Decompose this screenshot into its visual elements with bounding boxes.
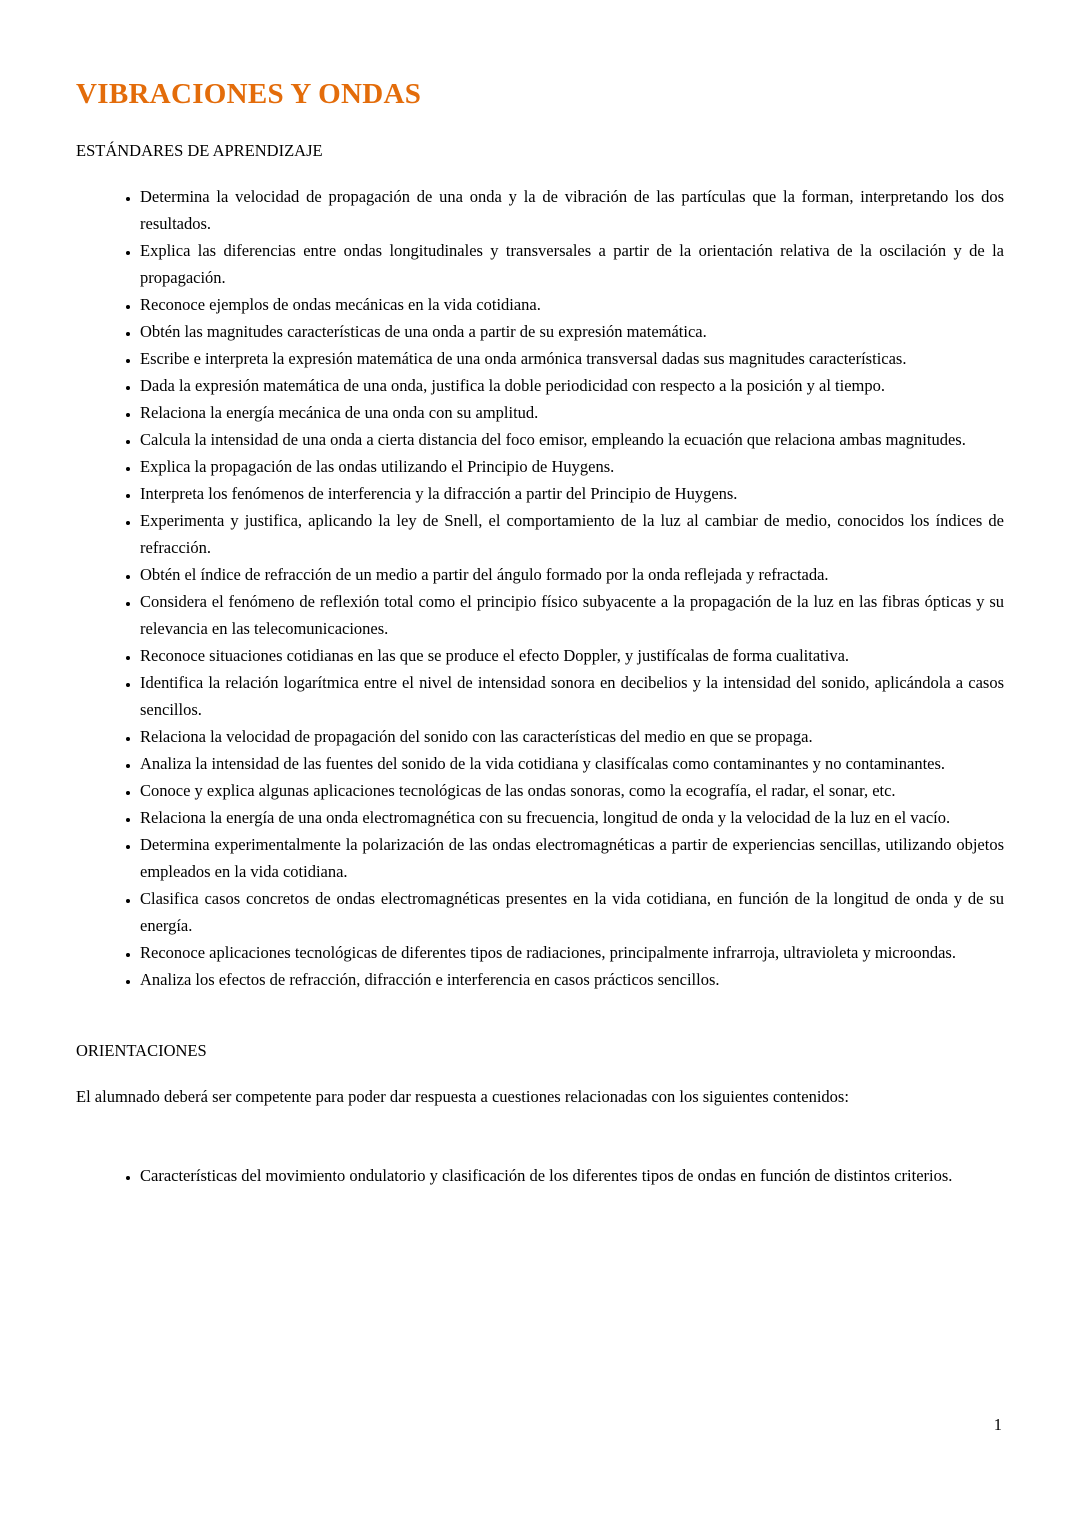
section-spacer — [76, 993, 1004, 1041]
list-item: • Identifica la relación logarítmica entre el nivel de intensidad sonora en decibelios y la intensidad del sonido, aplicándola a casos sencillos. — [140, 669, 1004, 723]
list-item: • Reconoce aplicaciones tecnológicas de diferentes tipos de radiaciones, principalmente infrarroja, ultravioleta y microondas. — [140, 939, 1004, 966]
standards-list — [76, 183, 1004, 993]
contents-list — [76, 1162, 1004, 1189]
page-title: VIBRACIONES Y ONDAS — [76, 78, 422, 110]
list-item: • Clasifica casos concretos de ondas electromagnéticas presentes en la vida cotidiana, en función de la longitud de onda y de su energía. — [140, 885, 1004, 939]
list-item: • Calcula la intensidad de una onda a cierta distancia del foco emisor, empleando la ecuación que relaciona ambas magnitudes. — [140, 426, 1004, 453]
list-item: • Explica las diferencias entre ondas longitudinales y transversales a partir de la orientación relativa de la oscilación y de la propagación. — [140, 237, 1004, 291]
list-item: • Analiza los efectos de refracción, difracción e interferencia en casos prácticos sencillos. — [140, 966, 1004, 993]
list-item: • Experimenta y justifica, aplicando la ley de Snell, el comportamiento de la luz al cambiar de medio, conocidos los índices de refracción. — [140, 507, 1004, 561]
list-item: • Escribe e interpreta la expresión matemática de una onda armónica transversal dadas sus magnitudes características. — [140, 345, 1004, 372]
list-item: • Relaciona la energía mecánica de una onda con su amplitud. — [140, 399, 1004, 426]
list-item: • Conoce y explica algunas aplicaciones tecnológicas de las ondas sonoras, como la ecografía, el radar, el sonar, etc. — [140, 777, 1004, 804]
list-item: • Determina la velocidad de propagación de una onda y la de vibración de las partículas que la forman, interpretando los dos resultados. — [140, 183, 1004, 237]
list-item: • Dada la expresión matemática de una onda, justifica la doble periodicidad con respecto a la posición y al tiempo. — [140, 372, 1004, 399]
list-item: • Características del movimiento ondulatorio y clasificación de los diferentes tipos de ondas en función de distintos criterios. — [140, 1162, 1004, 1189]
paragraph-spacer — [76, 1138, 1004, 1162]
list-item: • Considera el fenómeno de reflexión total como el principio físico subyacente a la propagación de la luz en las fibras ópticas y su relevancia en las telecomunicaciones. — [140, 588, 1004, 642]
section-heading-orientaciones: ORIENTACIONES — [76, 1041, 207, 1060]
list-item: • Reconoce ejemplos de ondas mecánicas en la vida cotidiana. — [140, 291, 1004, 318]
list-item: • Analiza la intensidad de las fuentes del sonido de la vida cotidiana y clasifícalas como contaminantes y no contaminantes. — [140, 750, 1004, 777]
list-item: • Relaciona la velocidad de propagación del sonido con las características del medio en que se propaga. — [140, 723, 1004, 750]
list-item: • Interpreta los fenómenos de interferencia y la difracción a partir del Principio de Huygens. — [140, 480, 1004, 507]
section-heading-estandares: ESTÁNDARES DE APRENDIZAJE — [76, 141, 323, 160]
page-number: 1 — [993, 1415, 1002, 1434]
list-item: • Explica la propagación de las ondas utilizando el Principio de Huygens. — [140, 453, 1004, 480]
orientaciones-intro: El alumnado deberá ser competente para poder dar respuesta a cuestiones relacionadas con los siguientes contenidos: — [76, 1087, 849, 1106]
list-item: • Relaciona la energía de una onda electromagnética con su frecuencia, longitud de onda y la velocidad de la luz en el vacío. — [140, 804, 1004, 831]
list-item: • Obtén las magnitudes características de una onda a partir de su expresión matemática. — [140, 318, 1004, 345]
list-item: • Obtén el índice de refracción de un medio a partir del ángulo formado por la onda reflejada y refractada. — [140, 561, 1004, 588]
list-item: • Reconoce situaciones cotidianas en las que se produce el efecto Doppler, y justifícalas de forma cualitativa. — [140, 642, 1004, 669]
list-item: • Determina experimentalmente la polarización de las ondas electromagnéticas a partir de experiencias sencillas, utilizando objetos empleados en la vida cotidiana. — [140, 831, 1004, 885]
